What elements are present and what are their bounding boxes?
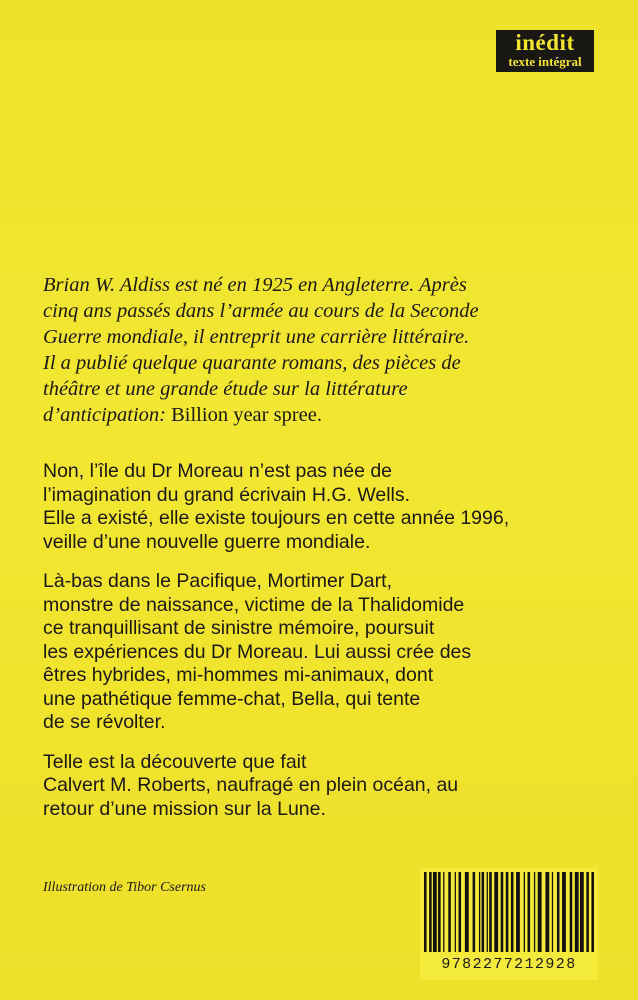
barcode-bar — [524, 872, 525, 952]
isbn-number: 9782277212928 — [441, 956, 577, 973]
barcode-bar — [487, 872, 488, 952]
synopsis-paragraph-3 — [43, 751, 603, 822]
synopsis-line: Calvert M. Roberts, naufragé en plein océan, au — [43, 774, 459, 796]
barcode-bar — [591, 872, 594, 952]
synopsis-paragraph-1 — [43, 460, 603, 554]
inedit-badge — [496, 30, 594, 72]
synopsis-line: Elle a existé, elle existe toujours en cette année 1996, — [43, 507, 510, 529]
barcode-bar — [489, 872, 492, 952]
synopsis-line: monstre de naissance, victime de la Thalidomide — [43, 593, 465, 616]
barcode-bar — [438, 872, 441, 952]
synopsis-line: Non, l’île du Dr Moreau n’est pas née de — [43, 460, 393, 482]
barcode-bars — [420, 868, 598, 954]
barcode-bar — [538, 872, 542, 952]
synopsis-line: retour d’une mission sur la Lune. — [43, 797, 326, 820]
synopsis-paragraph-2 — [43, 570, 603, 735]
synopsis-line: l’imagination du grand écrivain H.G. Wells. — [43, 483, 411, 506]
bio-line: théâtre et une grande étude sur la littérature — [43, 378, 408, 400]
badge-main-text: inédit — [515, 30, 575, 55]
barcode-bar — [459, 872, 462, 952]
bio-line: Guerre mondiale, il entreprit une carrière littéraire. — [43, 326, 470, 348]
barcode-bar — [575, 872, 579, 952]
barcode-bar — [433, 872, 437, 952]
synopsis — [43, 460, 603, 837]
bio-line: cinq ans passés dans l’armée au cours de la Seconde — [43, 300, 479, 322]
barcode-bar — [506, 872, 509, 952]
bio-line: d’anticipation: — [43, 404, 166, 426]
barcode-bar — [511, 872, 514, 952]
synopsis-line: de se révolter. — [43, 711, 166, 733]
synopsis-line: ce tranquillisant de sinistre mémoire, poursuit — [43, 617, 435, 639]
barcode-bar — [557, 872, 560, 952]
barcode-bar — [465, 872, 469, 952]
barcode-bar — [448, 872, 451, 952]
barcode-bar — [528, 872, 531, 952]
barcode — [420, 868, 598, 980]
synopsis-line: êtres hybrides, mi-hommes mi-animaux, dont — [43, 664, 434, 686]
barcode-bar — [552, 872, 553, 952]
synopsis-line: veille d’une nouvelle guerre mondiale. — [43, 530, 371, 553]
book-title-reference: Billion year spree. — [171, 404, 322, 426]
synopsis-line: une pathétique femme-chat, Bella, qui tente — [43, 687, 421, 710]
synopsis-line: Telle est la découverte que fait — [43, 750, 307, 773]
bio-line: Il a publié quelque quarante romans, des pièces de — [43, 352, 461, 374]
synopsis-line: Là-bas dans le Pacifique, Mortimer Dart, — [43, 570, 392, 592]
barcode-bar — [580, 872, 584, 952]
barcode-bar — [494, 872, 498, 952]
synopsis-line: les expériences du Dr Moreau. Lui aussi crée des — [43, 640, 472, 663]
barcode-bar — [443, 872, 444, 952]
barcode-bar — [534, 872, 535, 952]
barcode-bar — [586, 872, 589, 952]
barcode-bar — [545, 872, 549, 952]
barcode-bar — [479, 872, 480, 952]
barcode-bar — [455, 872, 456, 952]
barcode-bar — [516, 872, 520, 952]
barcode-bar — [424, 872, 427, 952]
barcode-bar — [570, 872, 573, 952]
barcode-bar — [482, 872, 485, 952]
barcode-bar — [501, 872, 504, 952]
author-bio — [43, 272, 603, 428]
barcode-bar — [473, 872, 476, 952]
badge-sub-text: texte intégral — [508, 54, 582, 69]
bio-line: Brian W. Aldiss est né en 1925 en Angleterre. Après — [43, 274, 467, 296]
illustration-credit: Illustration de Tibor Csernus — [43, 880, 206, 895]
barcode-bar — [429, 872, 432, 952]
barcode-bar — [562, 872, 566, 952]
